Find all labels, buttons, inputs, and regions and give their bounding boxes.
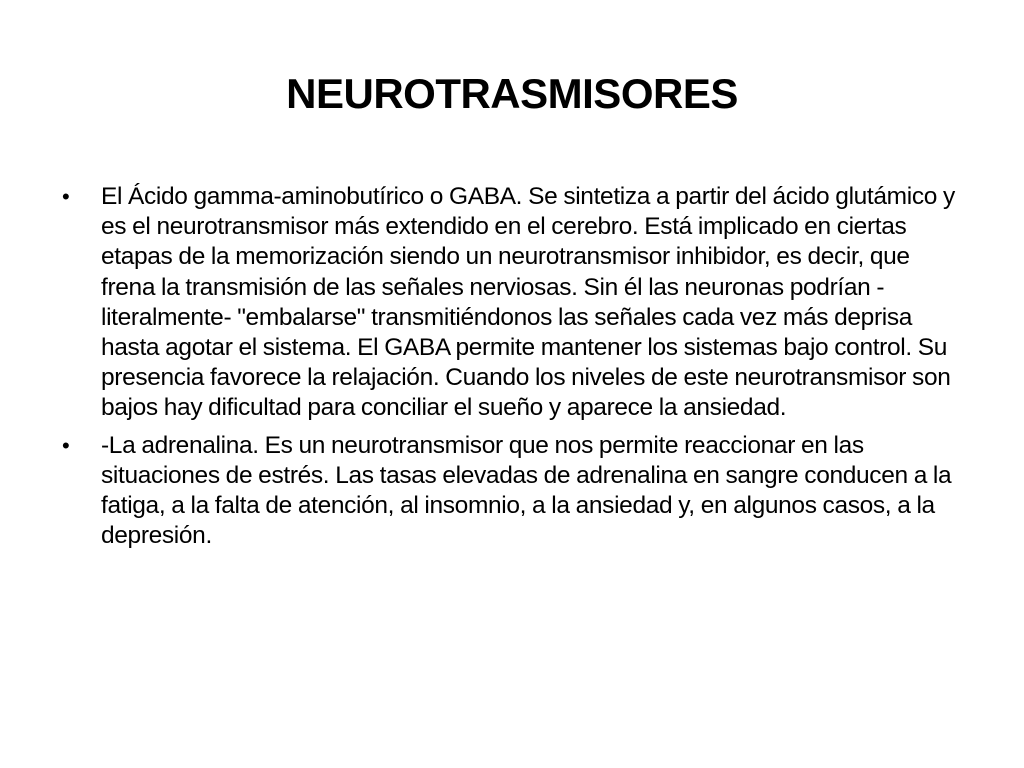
bullet-list bbox=[58, 182, 960, 558]
bullet-text-gaba: El Ácido gamma-aminobutírico o GABA. Se sintetiza a partir del ácido glutámico y es el neurotransmisor más extendido en el cerebro. Está implicado en ciertas etapas de la memorización siendo un neurotransmisor inhibidor, es decir, que frena la transmisión de las señales nerviosas. Sin él las neuronas podrían -literalmente- "embalarse" transmitiéndonos las señales cada vez más deprisa hasta agotar el sistema. El GABA permite mantener los sistemas bajo control. Su presencia favorece la relajación. Cuando los niveles de este neurotransmisor son bajos hay dificultad para conciliar el sueño y aparece la ansiedad. bbox=[101, 183, 955, 422]
bullet-icon: • bbox=[62, 432, 70, 458]
bullet-icon: • bbox=[62, 184, 70, 209]
bullet-item-gaba bbox=[58, 182, 960, 424]
bullet-item-adrenalina bbox=[58, 431, 960, 552]
bullet-text-adrenalina: -La adrenalina. Es un neurotransmisor que nos permite reaccionar en las situaciones de estrés. Las tasas elevadas de adrenalina en sangre conducen a la fatiga, a la falta de atención, al insomnio, a la ansiedad y, en algunos casos, a la depresión. bbox=[101, 431, 952, 550]
slide-title: NEUROTRASMISORES bbox=[286, 70, 738, 117]
